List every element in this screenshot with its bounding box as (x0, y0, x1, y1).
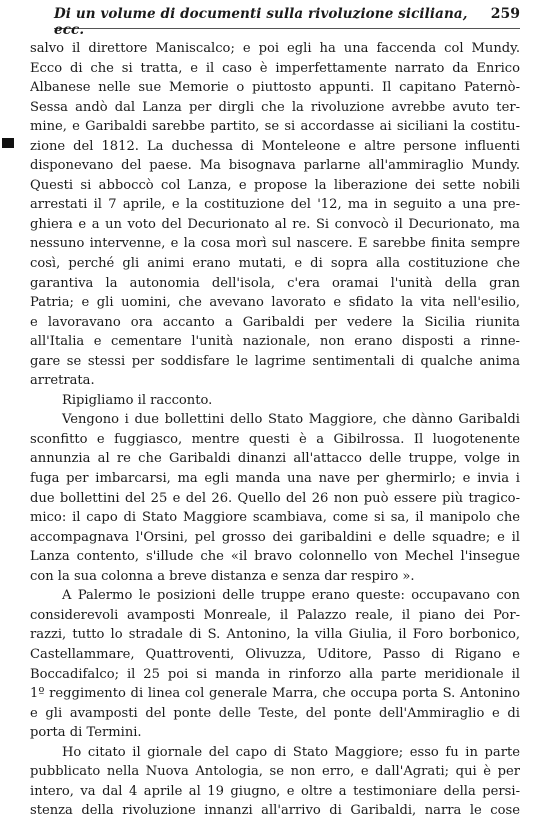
text-line: disponevano del paese. Ma bisognava parlarne all'ammiraglio Mundy. (30, 158, 520, 174)
text-line: arrestati il 7 aprile, e la costituzione del '12, ma in seguito a una pre- (30, 197, 520, 213)
text-line: pubblicato nella Nuova Antologia, se non erro, e dall'Agrati; qui è per (30, 764, 520, 780)
text-line: Questi si abboccò col Lanza, e propose la liberazione dei sette nobili (30, 177, 520, 193)
text-line: Ripigliamo il racconto. (62, 392, 213, 408)
text-line: arretrata. (30, 373, 95, 389)
text-line: nessuno intervenne, e la cosa morì sul nascere. E sarebbe finita sempre (30, 236, 520, 252)
text-line: due bollettini del 25 e del 26. Quello del 26 non può essere più tragico- (30, 490, 520, 506)
text-line: mine, e Garibaldi sarebbe partito, se si accordasse ai siciliani la costitu- (30, 119, 520, 135)
text-line: mico: il capo di Stato Maggiore scambiava, come si sa, il manipolo che (30, 510, 520, 526)
text-line: con la sua colonna a breve distanza e senza dar respiro ». (30, 568, 415, 584)
text-line: zione del 1812. La duchessa di Monteleone e altre persone influenti (30, 138, 520, 154)
text-line: gare se stessi per soddisfare le lagrime sentimentali di qualche anima (30, 353, 520, 369)
text-line: e lavoravano ora accanto a Garibaldi per vedere la Sicilia riunita (30, 314, 520, 330)
text-line: e gli avamposti del ponte delle Teste, del ponte dell'Ammiraglio e di (30, 705, 520, 721)
text-line: fuga per imbarcarsi, ma egli manda una nave per ghermirlo; e invia i (30, 471, 520, 487)
text-line: Ecco di che si tratta, e il caso è imperfettamente narrato da Enrico (30, 60, 520, 76)
book-page (30, 6, 520, 821)
text-line: stenza della rivoluzione innanzi all'arrivo di Garibaldi, narra le cose (30, 803, 520, 819)
text-line: annunzia al re che Garibaldi dinanzi all'attacco delle truppe, volge in (30, 451, 520, 467)
running-head (54, 6, 520, 38)
text-line: razzi, tutto lo stradale di S. Antonino, la villa Giulia, il Foro borbonico, (30, 627, 520, 643)
page-number: 259 (490, 6, 520, 22)
text-line: Patria; e gli uomini, che avevano lavorato e sfidato la vita nell'esilio, (30, 295, 520, 311)
running-title: Di un volume di documenti sulla rivoluzione siciliana, ecc. (54, 6, 468, 38)
body-text (30, 39, 520, 821)
text-line: ghiera e a un voto del Decurionato al re. Si convocò il Decurionato, ma (30, 216, 520, 232)
text-line: sconfitto e fuggiasco, mentre questi è a Gibilrossa. Il luogotenente (30, 431, 520, 447)
text-line: Ho citato il giornale del capo di Stato Maggiore; esso fu in parte (62, 744, 520, 760)
text-line: Lanza contento, s'illude che «il bravo colonnello von Mechel l'insegue (30, 549, 520, 565)
text-line: 1º reggimento di linea col generale Marra, che occupa porta S. Antonino (30, 686, 520, 702)
text-line: Boccadifalco; il 25 poi si manda in rinforzo alla parte meridionale il (30, 666, 520, 682)
text-line: Castellammare, Quattroventi, Olivuzza, Uditore, Passo di Rigano e (30, 646, 520, 662)
text-line: così, perché gli animi erano mutati, e di sopra alla costituzione che (30, 256, 520, 272)
text-line: A Palermo le posizioni delle truppe erano queste: occupavano con (62, 588, 520, 604)
text-line: considerevoli avamposti Monreale, il Palazzo reale, il piano dei Por- (30, 607, 520, 623)
text-line: Albanese nelle sue Memorie o piuttosto appunti. Il capitano Paternò- (30, 80, 520, 96)
text-line: Vengono i due bollettini dello Stato Maggiore, che dànno Garibaldi (62, 412, 520, 428)
text-line: garantiva la autonomia dell'isola, c'era oramai l'unità della gran (30, 275, 520, 291)
margin-mark (2, 138, 14, 148)
text-line: salvo il direttore Maniscalco; e poi egli ha una faccenda col Mundy. (30, 41, 520, 56)
text-line: all'Italia e cementare l'unità nazionale, non erano disposti a rinne- (30, 334, 520, 350)
text-line: Sessa andò dal Lanza per dirgli che la rivoluzione avrebbe avuto ter- (30, 99, 520, 115)
text-line: porta di Termini. (30, 725, 142, 741)
text-line: intero, va dal 4 aprile al 19 giugno, e oltre a testimoniare della persi- (30, 783, 520, 799)
text-line: accompagnava l'Orsini, pel grosso dei garibaldini e delle squadre; e il (30, 529, 520, 545)
